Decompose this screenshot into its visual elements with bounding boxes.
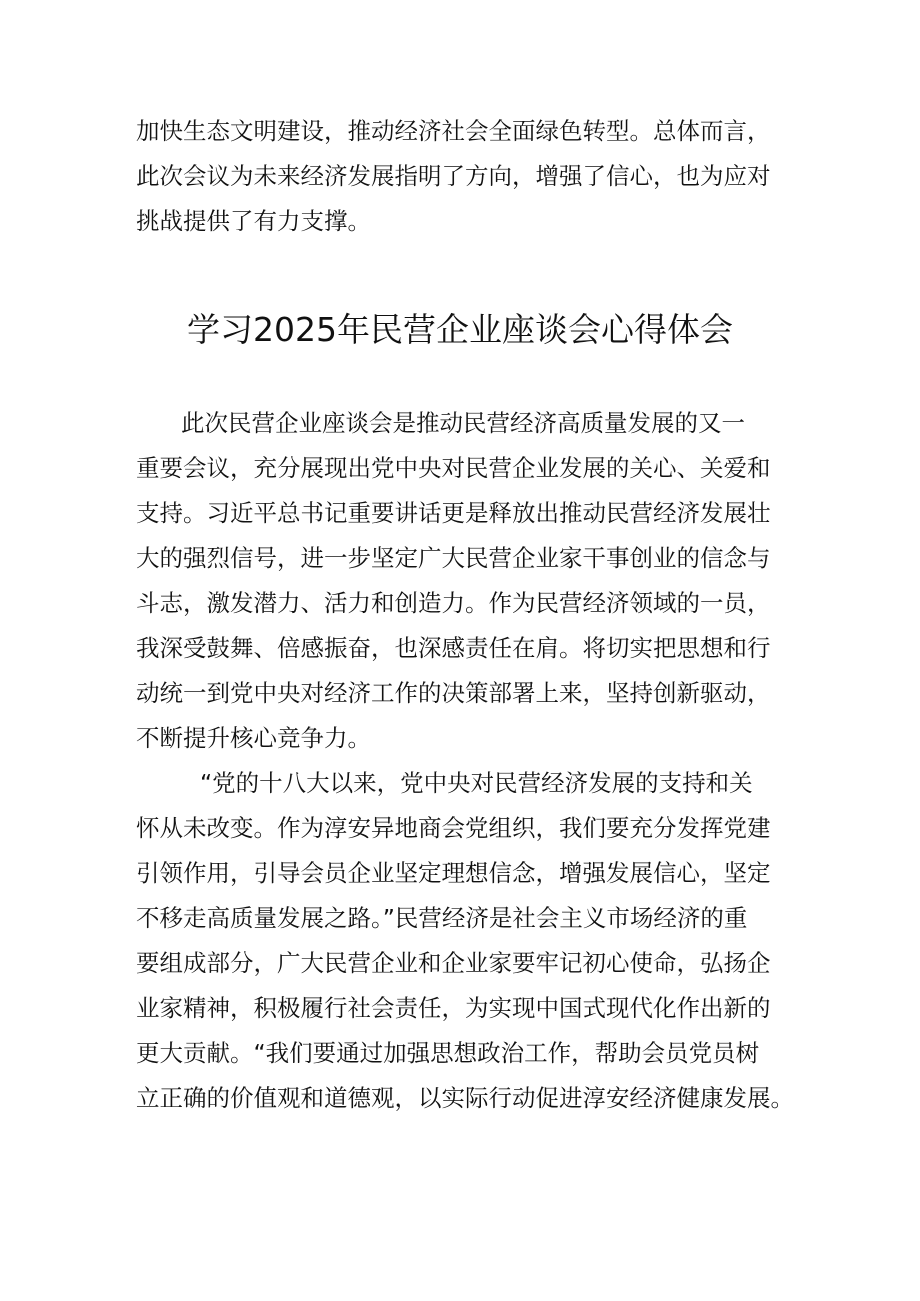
paragraph2-line-5: 要组成部分，广大民营企业和企业家要牢记初心使命，弘扬企	[136, 949, 771, 977]
paragraph2-line-7: 更大贡献。“我们要通过加强思想政治工作，帮助会员党员树	[136, 1039, 760, 1067]
paragraph1-line-8: 不断提升核心竞争力。	[136, 724, 371, 752]
paragraph2-line-1: “党的十八大以来，党中央对民营经济发展的支持和关	[200, 769, 753, 797]
paragraph1-line-6: 我深受鼓舞、倍感振奋，也深感责任在肩。将切实把思想和行	[136, 634, 771, 662]
paragraph2-line-8: 立正确的价值观和道德观，以实际行动促进淳安经济健康发展。	[136, 1084, 794, 1112]
paragraph1-line-5: 斗志，激发潜力、活力和创造力。作为民营经济领域的一员，	[136, 589, 771, 617]
paragraph1-line-7: 动统一到党中央对经济工作的决策部署上来，坚持创新驱动，	[136, 679, 771, 707]
paragraph1-line-2: 重要会议，充分展现出党中央对民营企业发展的关心、关爱和	[136, 454, 771, 482]
paragraph1-line-4: 大的强烈信号，进一步坚定广大民营企业家干事创业的信念与	[136, 544, 771, 572]
intro-line-3: 挑战提供了有力支撑。	[136, 207, 371, 235]
paragraph2-line-4: 不移走高质量发展之路。”民营经济是社会主义市场经济的重	[136, 904, 748, 932]
paragraph2-line-2: 怀从未改变。作为淳安异地商会党组织，我们要充分发挥党建	[136, 814, 771, 842]
paragraph2-line-3: 引领作用，引导会员企业坚定理想信念，增强发展信心，坚定	[136, 859, 771, 887]
paragraph1-line-1: 此次民营企业座谈会是推动民营经济高质量发展的又一	[181, 409, 745, 437]
paragraph1-line-3: 支持。习近平总书记重要讲话更是释放出推动民营经济发展壮	[136, 499, 771, 527]
article-title: 学习2025年民营企业座谈会心得体会	[187, 310, 733, 349]
intro-line-2: 此次会议为未来经济发展指明了方向，增强了信心，也为应对	[136, 162, 771, 190]
paragraph2-line-6: 业家精神，积极履行社会责任，为实现中国式现代化作出新的	[136, 994, 771, 1022]
intro-line-1: 加快生态文明建设，推动经济社会全面绿色转型。总体而言，	[136, 117, 771, 145]
